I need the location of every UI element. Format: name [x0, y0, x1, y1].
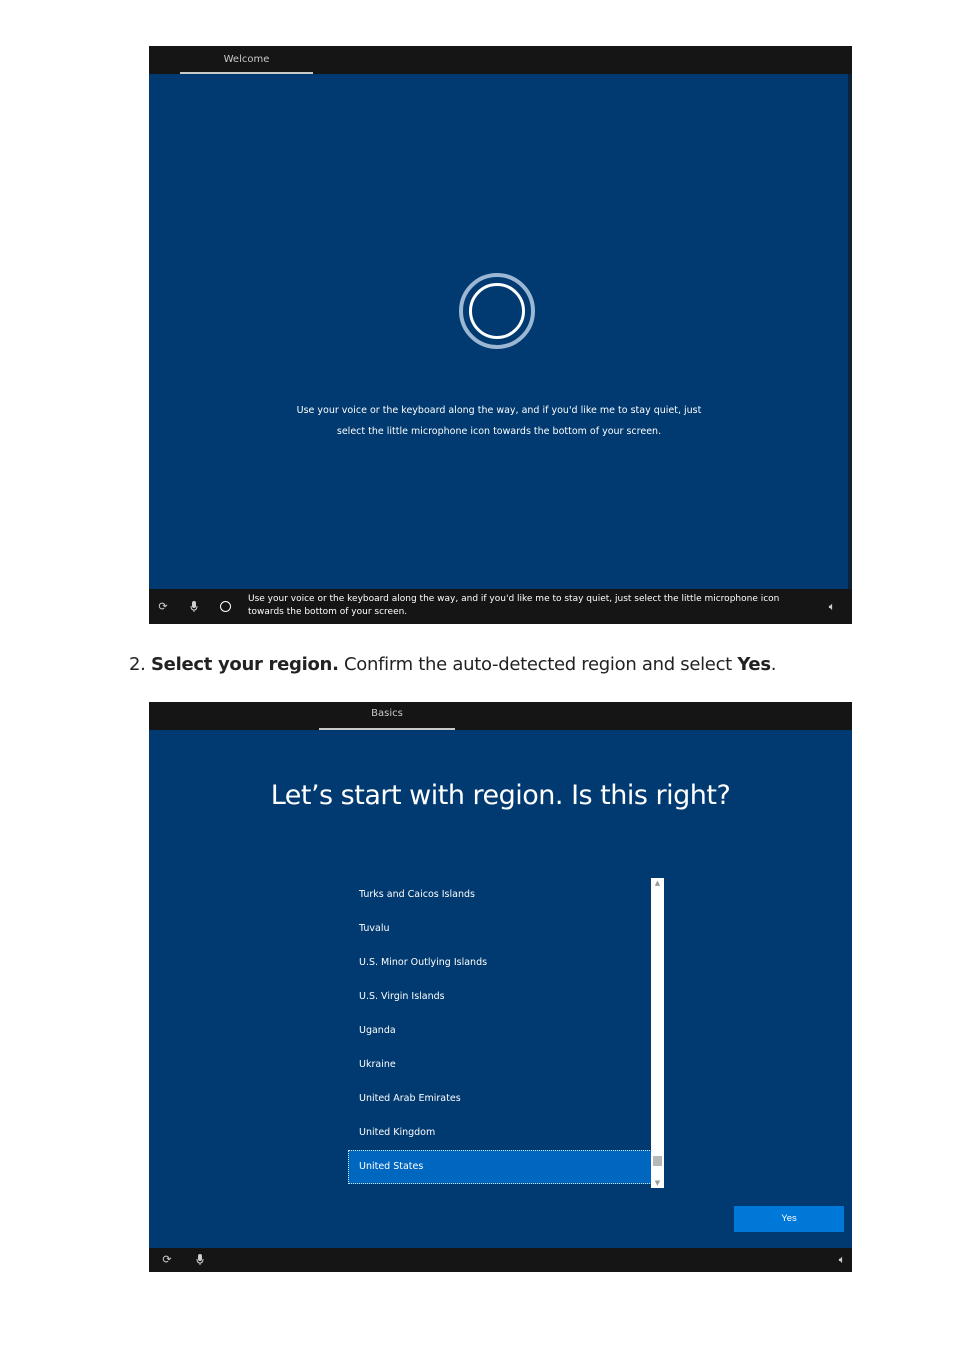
- screen-edge: [848, 74, 852, 624]
- region-item[interactable]: U.S. Minor Outlying Islands: [359, 957, 488, 968]
- tab-underline: [180, 72, 313, 74]
- microphone-icon[interactable]: [187, 601, 201, 615]
- welcome-screenshot: [149, 46, 852, 624]
- region-list-scrollbar[interactable]: [651, 878, 664, 1188]
- volume-icon[interactable]: 🔈︎: [838, 1253, 846, 1266]
- step-text: Confirm the auto-detected region and select: [338, 654, 738, 675]
- top-bar: [149, 46, 852, 74]
- step-title: Select your region.: [151, 654, 339, 675]
- accessibility-icon[interactable]: ⟳: [158, 600, 168, 613]
- cortana-icon[interactable]: [220, 601, 231, 612]
- top-bar: [149, 702, 852, 730]
- cortana-ring-inner: [469, 283, 525, 339]
- bottom-bar: [149, 589, 852, 624]
- cortana-message: [249, 400, 749, 442]
- region-screenshot: [149, 702, 852, 1272]
- step-instruction: [129, 654, 776, 675]
- step-period: .: [770, 654, 777, 675]
- region-item[interactable]: United Kingdom: [359, 1127, 436, 1138]
- cortana-ring-icon: [459, 273, 535, 349]
- bottom-caption: Use your voice or the keyboard along the way, and if you'd like me to stay quiet, just select the little microphone icon towards the bottom of your screen.: [248, 594, 780, 617]
- yes-button[interactable]: Yes: [734, 1206, 844, 1232]
- region-item[interactable]: Tuvalu: [359, 923, 390, 934]
- region-item[interactable]: United Arab Emirates: [359, 1093, 461, 1104]
- scroll-up-icon[interactable]: ▲: [654, 879, 661, 887]
- region-item-selected[interactable]: United States: [348, 1150, 652, 1184]
- tab-welcome-label: Welcome: [223, 54, 270, 65]
- step-yes: Yes: [737, 654, 771, 675]
- tab-underline: [319, 728, 455, 730]
- tab-basics-label: Basics: [371, 708, 403, 719]
- tab-basics[interactable]: [319, 702, 455, 730]
- cortana-message-line2: select the little microphone icon towards the bottom of your screen.: [336, 426, 662, 437]
- microphone-icon[interactable]: [193, 1254, 207, 1268]
- bottom-bar: [149, 1248, 852, 1272]
- step-number: 2.: [129, 654, 146, 675]
- region-list[interactable]: [348, 878, 652, 1188]
- tab-welcome[interactable]: [180, 46, 313, 74]
- region-item[interactable]: U.S. Virgin Islands: [359, 991, 445, 1002]
- scroll-down-icon[interactable]: ▼: [654, 1179, 661, 1187]
- region-item[interactable]: Turks and Caicos Islands: [359, 889, 475, 900]
- region-item[interactable]: Ukraine: [359, 1059, 396, 1070]
- cortana-message-line1: Use your voice or the keyboard along the way, and if you'd like me to stay quiet, just: [296, 405, 702, 416]
- region-item[interactable]: Uganda: [359, 1025, 396, 1036]
- page-title: Let’s start with region. Is this right?: [270, 780, 731, 811]
- scroll-thumb[interactable]: [653, 1156, 662, 1166]
- volume-icon[interactable]: 🔈︎: [828, 600, 836, 613]
- accessibility-icon[interactable]: ⟳: [162, 1253, 172, 1266]
